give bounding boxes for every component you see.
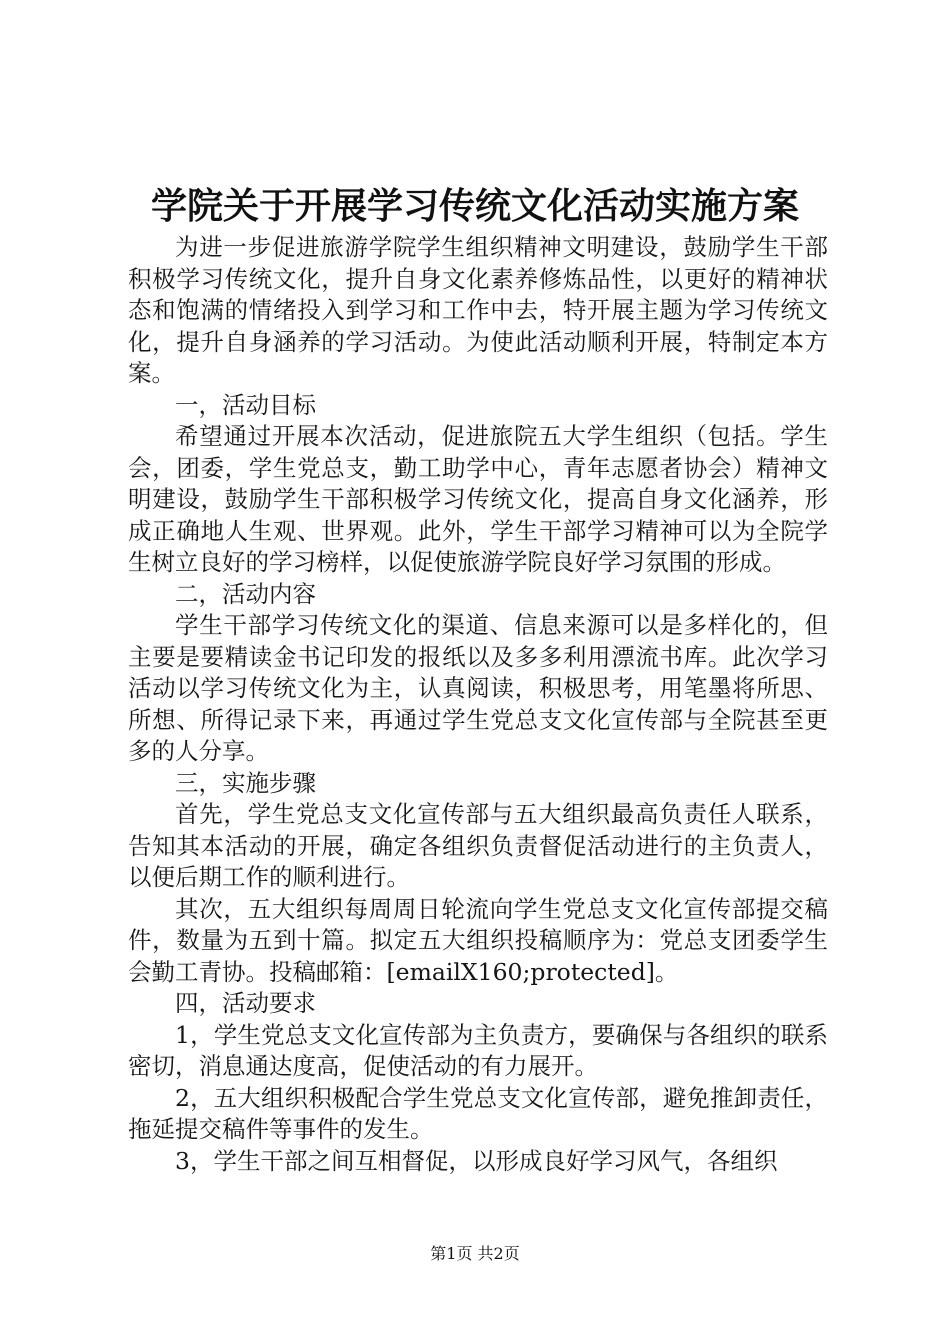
content-paragraph: 学生干部学习传统文化的渠道、信息来源可以是多样化的，但主要是要精读金书记印发的报纸以及多多利用漂流书库。此次学习活动以学习传统文化为主，认真阅读，积极思考，用笔墨将所思、所想、所得记录下来，再通过学生党总支文化宣传部与全院甚至更多的人分享。 (128, 611, 828, 765)
requirement-item-2: 2，五大组织积极配合学生党总支文化宣传部，避免推卸责任，拖延提交稿件等事件的发生。 (128, 1083, 828, 1143)
document-title: 学院关于开展学习传统文化活动实施方案 (150, 186, 799, 227)
goal-paragraph: 希望通过开展本次活动，促进旅院五大学生组织（包括。学生会，团委，学生党总支，勤工助学中心，青年志愿者协会）精神文明建设，鼓励学生干部积极学习传统文化，提高自身文化涵养，形成正确地人生观、世界观。此外，学生干部学习精神可以为全院学生树立良好的学习榜样，以促使旅游学院良好学习氛围的形成。 (128, 422, 828, 576)
section-heading-content: 二，活动内容 (175, 579, 316, 608)
intro-paragraph: 为进一步促进旅游学院学生组织精神文明建设，鼓励学生干部积极学习传统文化，提升自身文化素养修炼品性，以更好的精神状态和饱满的情绪投入到学习和工作中去，特开展主题为学习传统文化，提升自身涵养的学习活动。为使此活动顺利开展，特制定本方案。 (128, 233, 828, 387)
section-heading-requirements: 四，活动要求 (175, 989, 316, 1017)
section-heading-goal: 一，活动目标 (175, 390, 316, 419)
page-number-footer: 第1页 共2页 (430, 1244, 520, 1263)
requirement-item-3: 3，学生干部之间互相督促，以形成良好学习风气，各组织 (175, 1146, 778, 1175)
document-body (128, 232, 828, 1177)
steps-paragraph-first: 首先，学生党总支文化宣传部与五大组织最高负责任人联系，告知其本活动的开展，确定各组织负责督促活动进行的主负责人，以便后期工作的顺利进行。 (128, 800, 828, 891)
requirement-item-1: 1，学生党总支文化宣传部为主负责方，要确保与各组织的联系密切，消息通达度高，促使活动的有力展开。 (128, 1020, 828, 1080)
steps-paragraph-second: 其次，五大组织每周周日轮流向学生党总支文化宣传部提交稿件，数量为五到十篇。拟定五大组织投稿顺序为：党总支团委学生会勤工青协。投稿邮箱：[emailX160;protected]。 (128, 894, 828, 986)
section-heading-steps: 三，实施步骤 (175, 768, 316, 797)
